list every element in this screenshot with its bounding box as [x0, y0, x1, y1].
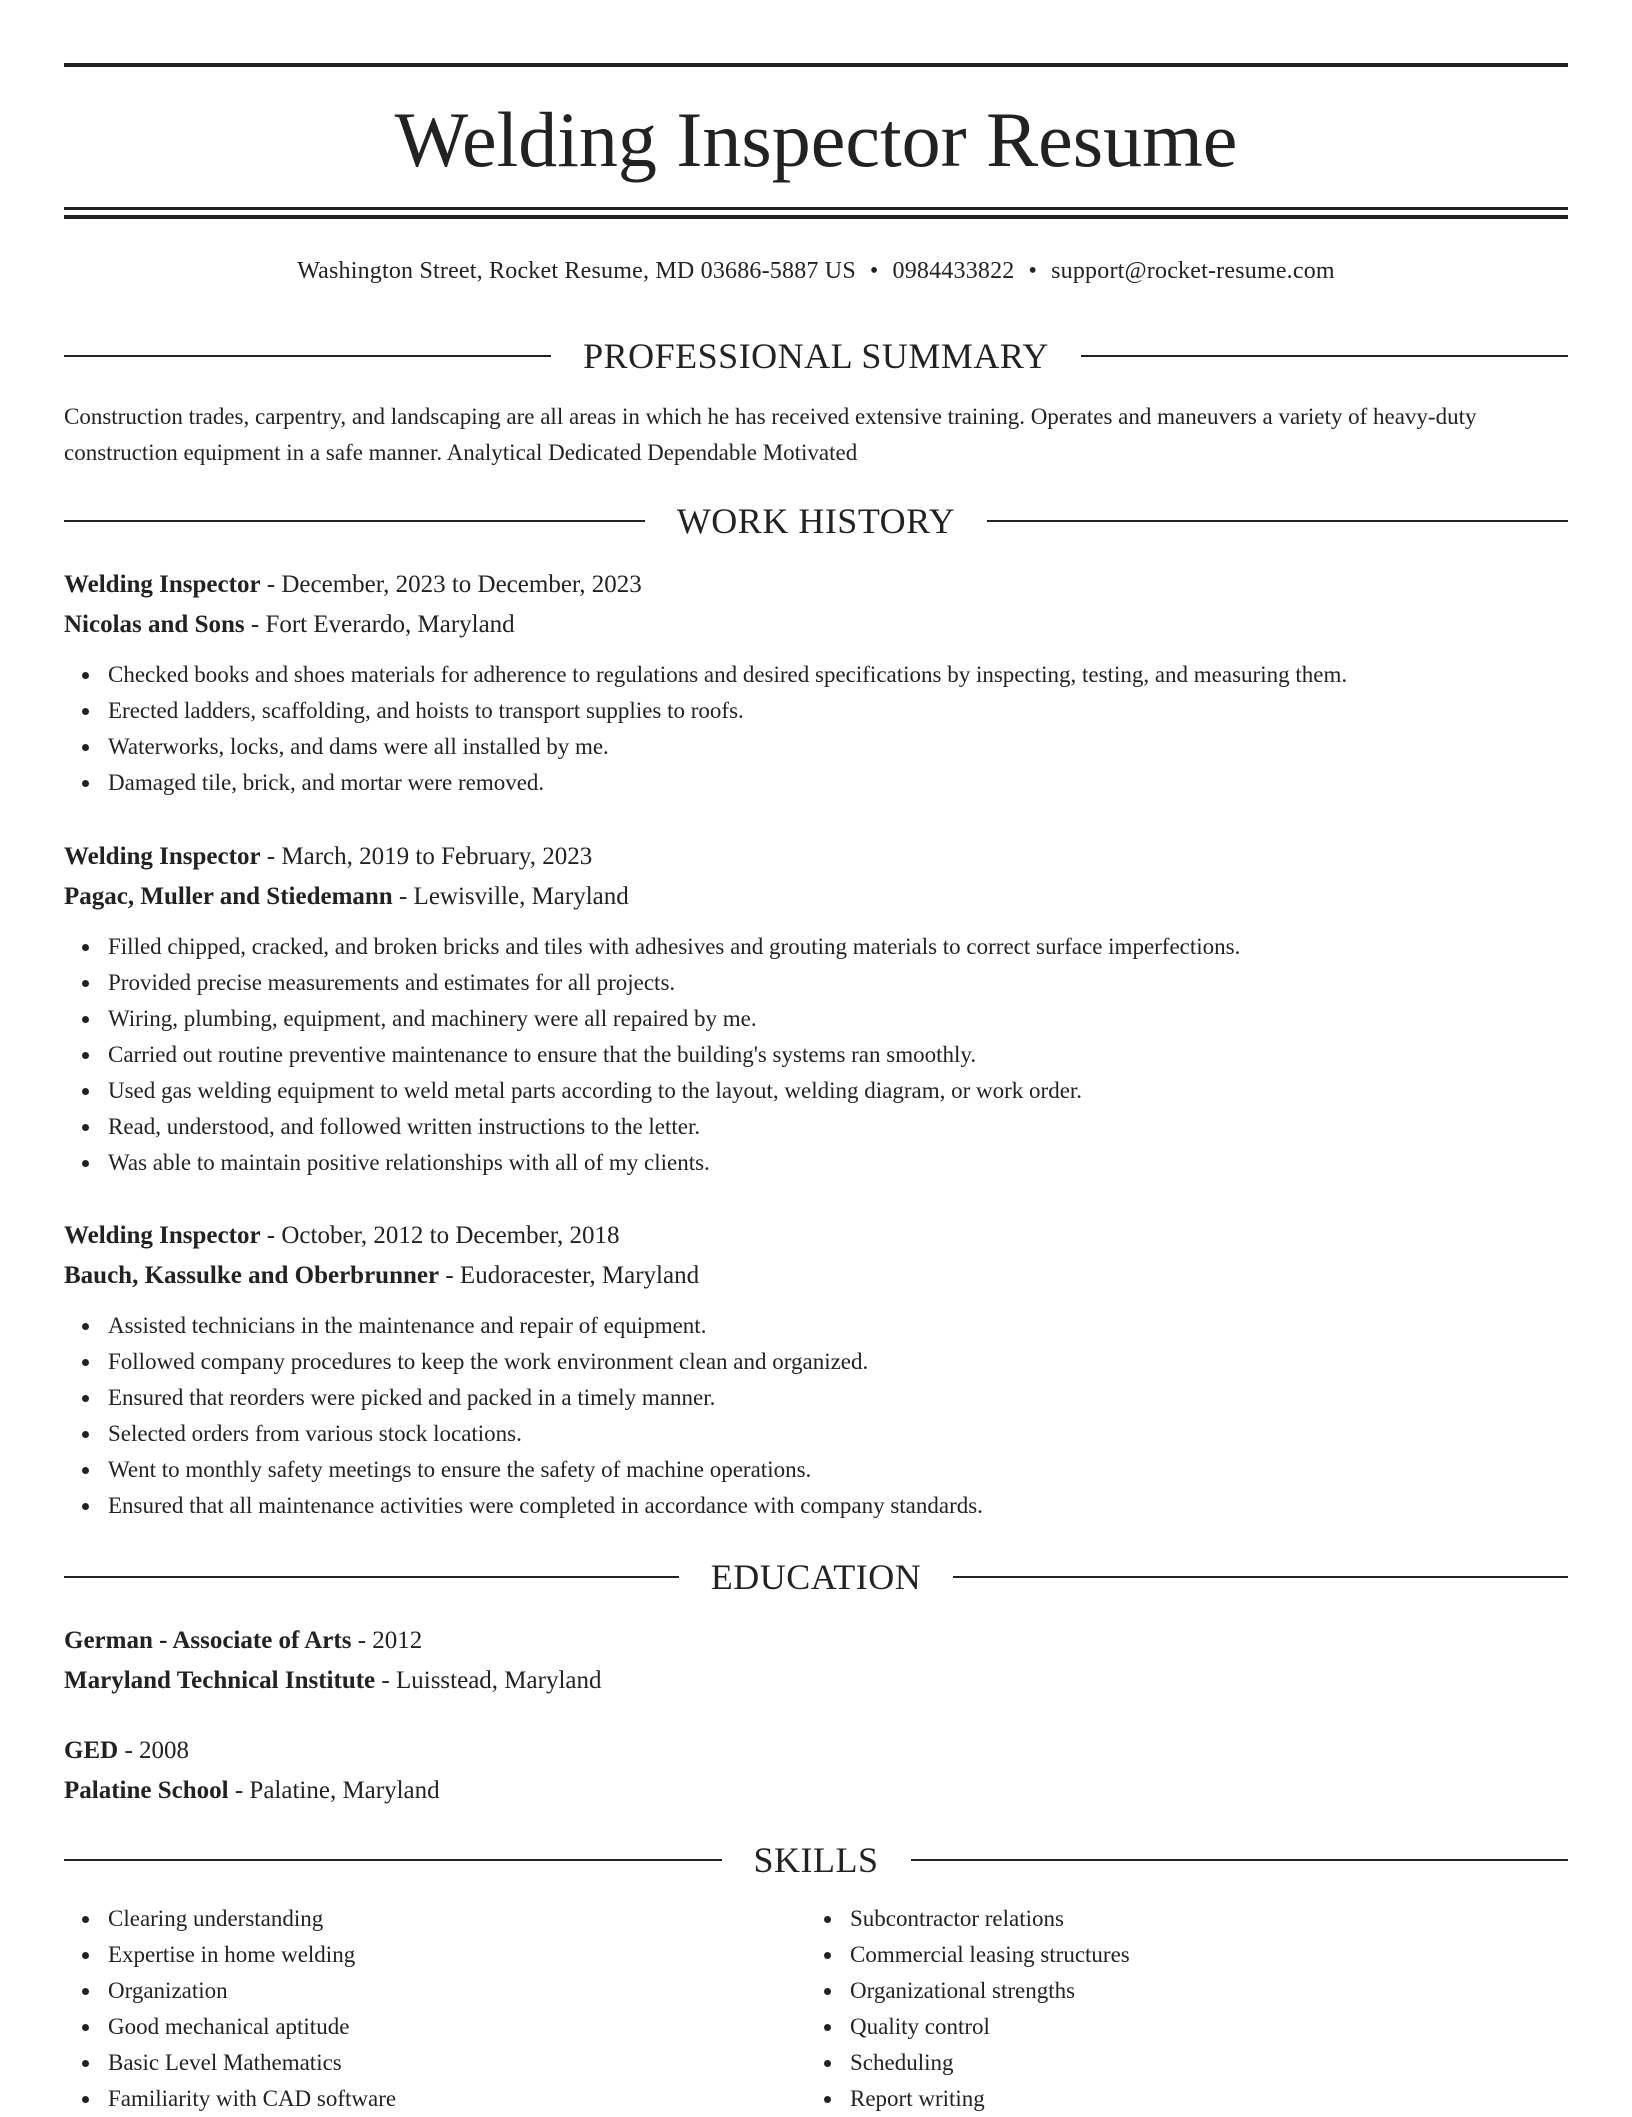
school: Maryland Technical Institute [64, 1667, 376, 1694]
contact-email: support@rocket-resume.com [1051, 258, 1335, 284]
contact-separator: • [869, 258, 879, 284]
school: Palatine School [64, 1777, 229, 1804]
skill-item: Scheduling [850, 2045, 1130, 2081]
list-item: Wiring, plumbing, equipment, and machinery were all repaired by me. [108, 1001, 1568, 1037]
list-item: Checked books and shoes materials for adherence to regulations and desired specifications by inspecting, testing, and measuring them. [108, 657, 1568, 693]
heading-rule [911, 1859, 1569, 1861]
job-company-line [64, 877, 1568, 917]
section-heading-work-history [64, 499, 1568, 543]
list-item: Assisted technicians in the maintenance and repair of equipment. [108, 1308, 1568, 1344]
job-location: - Lewisville, Maryland [392, 883, 629, 910]
section-title: SKILLS [753, 1840, 879, 1880]
list-item: Damaged tile, brick, and mortar were removed. [108, 765, 1568, 801]
skill-item: Quality control [850, 2009, 1130, 2045]
job-dates: - March, 2019 to February, 2023 [260, 843, 593, 870]
job-title-line [64, 565, 1568, 605]
job-dates: - October, 2012 to December, 2018 [260, 1222, 620, 1249]
school-line [64, 1771, 1568, 1811]
degree-line [64, 1621, 1568, 1661]
section-heading-skills [64, 1838, 1568, 1882]
school-location: - Palatine, Maryland [228, 1777, 440, 1804]
section-title: PROFESSIONAL SUMMARY [583, 336, 1049, 376]
job-title: Welding Inspector [64, 1222, 261, 1249]
header-double-rule-upper [64, 207, 1568, 210]
skill-item: Good mechanical aptitude [108, 2009, 396, 2045]
list-item: Followed company procedures to keep the work environment clean and organized. [108, 1344, 1568, 1380]
skill-item: Subcontractor relations [850, 1901, 1130, 1937]
degree: German - Associate of Arts [64, 1627, 352, 1654]
job-dates: - December, 2023 to December, 2023 [260, 571, 642, 598]
job-title: Welding Inspector [64, 571, 261, 598]
heading-rule [64, 520, 645, 522]
job-title: Welding Inspector [64, 843, 261, 870]
skill-item: Organization [108, 1973, 396, 2009]
section-heading-education [64, 1555, 1568, 1599]
header-top-rule [64, 63, 1568, 67]
heading-rule [64, 1576, 679, 1578]
degree-year: - 2008 [118, 1737, 190, 1764]
degree: GED [64, 1737, 119, 1764]
list-item: Was able to maintain positive relationships with all of my clients. [108, 1145, 1568, 1181]
contact-separator: • [1028, 258, 1038, 284]
skill-item: Familiarity with CAD software [108, 2081, 396, 2117]
list-item: Selected orders from various stock locations. [108, 1416, 1568, 1452]
list-item: Provided precise measurements and estimates for all projects. [108, 965, 1568, 1001]
skill-item: Clearing understanding [108, 1901, 396, 1937]
list-item: Waterworks, locks, and dams were all installed by me. [108, 729, 1568, 765]
skills-list [64, 1901, 396, 2117]
list-item: Filled chipped, cracked, and broken bricks and tiles with adhesives and grouting materials to correct surface imperfections. [108, 929, 1568, 965]
skills-list [806, 1901, 1130, 2117]
contact-address: Washington Street, Rocket Resume, MD 03686-5887 US [297, 258, 856, 284]
summary-text: Construction trades, carpentry, and landscaping are all areas in which he has received extensive training. Operates and maneuvers a variety of heavy-duty construction equipment in a safe manner. Analytical Dedicated Dependable Motivated [64, 404, 1477, 465]
job-title-line [64, 837, 1568, 877]
job-bullets [64, 929, 1568, 1181]
job-company-line [64, 1256, 1568, 1296]
skills-column-right [806, 1901, 1130, 2117]
skill-item: Report writing [850, 2081, 1130, 2117]
degree-line [64, 1731, 1568, 1771]
resume-title: Welding Inspector Resume [394, 96, 1238, 183]
section-title: WORK HISTORY [676, 501, 956, 541]
school-location: - Luisstead, Maryland [375, 1667, 602, 1694]
job-company: Nicolas and Sons [64, 611, 245, 638]
list-item: Ensured that reorders were picked and packed in a timely manner. [108, 1380, 1568, 1416]
job-company: Pagac, Muller and Stiedemann [64, 883, 393, 910]
list-item: Carried out routine preventive maintenance to ensure that the building's systems ran smoothly. [108, 1037, 1568, 1073]
list-item: Erected ladders, scaffolding, and hoists to transport supplies to roofs. [108, 693, 1568, 729]
job-location: - Eudoracester, Maryland [439, 1262, 700, 1289]
degree-year: - 2012 [351, 1627, 423, 1654]
job-bullets [64, 1308, 1568, 1524]
skill-item: Expertise in home welding [108, 1937, 396, 1973]
list-item: Ensured that all maintenance activities were completed in accordance with company standards. [108, 1488, 1568, 1524]
section-title: EDUCATION [710, 1557, 922, 1597]
heading-rule [1081, 355, 1568, 357]
heading-rule [64, 1859, 722, 1861]
heading-rule [953, 1576, 1568, 1578]
school-line [64, 1661, 1568, 1701]
skills-column-left [64, 1901, 396, 2117]
skill-item: Basic Level Mathematics [108, 2045, 396, 2081]
list-item: Read, understood, and followed written instructions to the letter. [108, 1109, 1568, 1145]
job-entry [64, 565, 1568, 801]
job-location: - Fort Everardo, Maryland [244, 611, 515, 638]
list-item: Used gas welding equipment to weld metal parts according to the layout, welding diagram, or work order. [108, 1073, 1568, 1109]
section-heading-summary [64, 334, 1568, 378]
job-entry [64, 837, 1568, 1181]
job-title-line [64, 1216, 1568, 1256]
heading-rule [987, 520, 1568, 522]
heading-rule [64, 355, 551, 357]
job-bullets [64, 657, 1568, 801]
header-double-rule-lower [64, 215, 1568, 219]
job-entry [64, 1216, 1568, 1524]
job-company-line [64, 605, 1568, 645]
skill-item: Organizational strengths [850, 1973, 1130, 2009]
job-company: Bauch, Kassulke and Oberbrunner [64, 1262, 440, 1289]
list-item: Went to monthly safety meetings to ensure the safety of machine operations. [108, 1452, 1568, 1488]
contact-line [64, 255, 1568, 287]
skill-item: Commercial leasing structures [850, 1937, 1130, 1973]
education-entry [64, 1731, 1568, 1811]
contact-phone: 0984433822 [892, 258, 1015, 284]
education-entry [64, 1621, 1568, 1701]
